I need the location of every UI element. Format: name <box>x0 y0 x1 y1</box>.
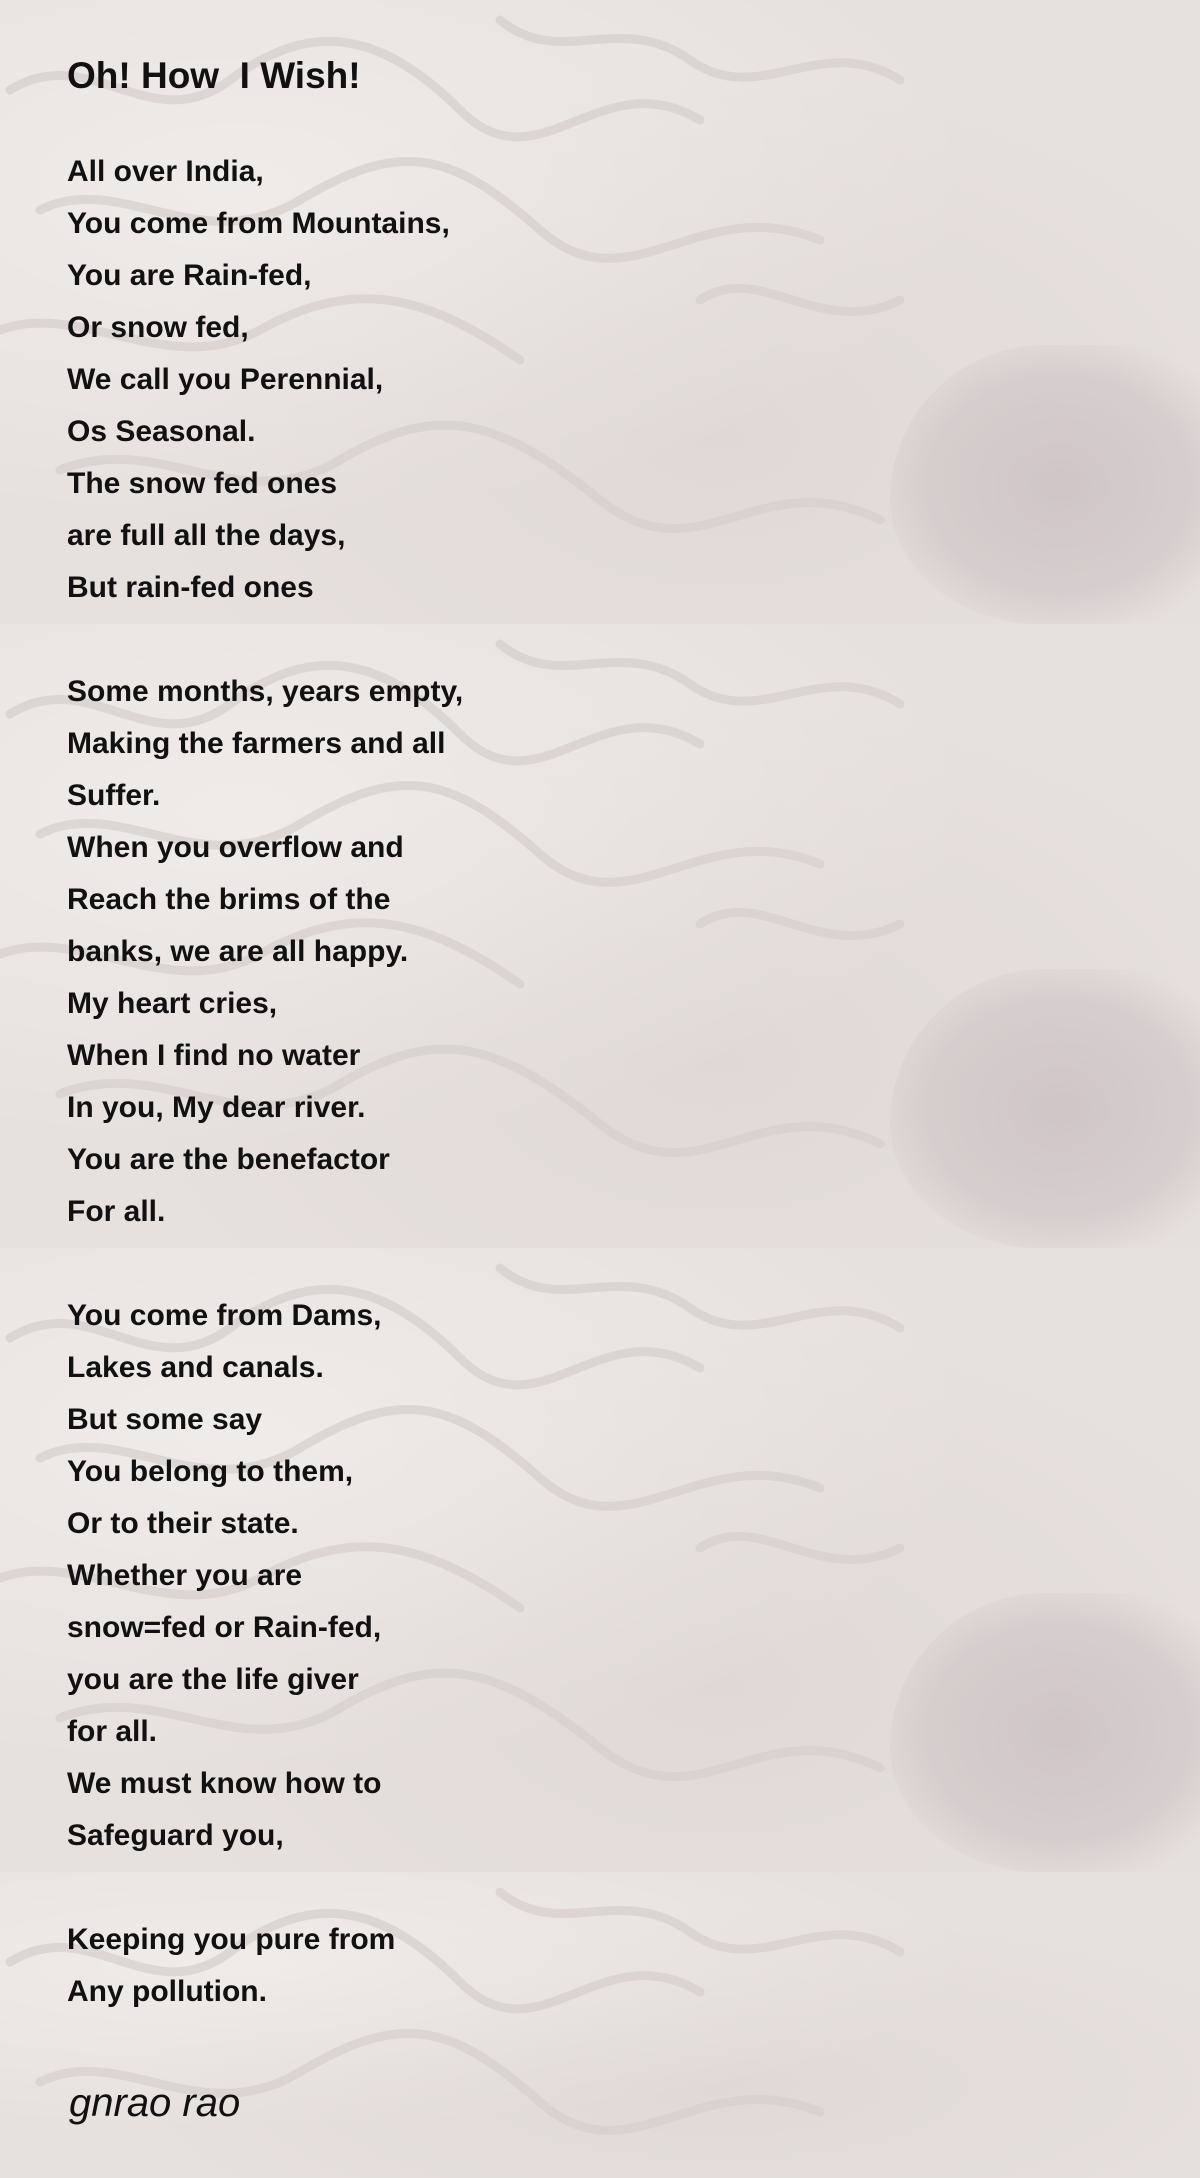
poem-line: Or snow fed, <box>67 311 249 344</box>
poem-line: But some say <box>67 1403 263 1436</box>
stanza <box>67 1290 967 1862</box>
stanza <box>67 1914 967 2018</box>
poem-line: Os Seasonal. <box>67 415 256 448</box>
poem-author: gnrao rao <box>69 2081 241 2125</box>
poem-line: You come from Dams, <box>67 1299 382 1332</box>
poem-line: We must know how to <box>67 1767 382 1800</box>
poem <box>67 42 967 2018</box>
poem-line: banks, we are all happy. <box>67 935 409 968</box>
poem-line: The snow fed ones <box>67 467 338 500</box>
poem-line: For all. <box>67 1195 166 1228</box>
poem-line: Some months, years empty, <box>67 675 464 708</box>
poem-line: Safeguard you, <box>67 1819 284 1852</box>
poem-line: Suffer. <box>67 779 161 812</box>
poem-line: When you overflow and <box>67 831 404 864</box>
poem-line: Making the farmers and all <box>67 727 446 760</box>
poem-line: You come from Mountains, <box>67 207 450 240</box>
poem-line: In you, My dear river. <box>67 1091 366 1124</box>
poem-line: Or to their state. <box>67 1507 299 1540</box>
poem-line: Keeping you pure from <box>67 1923 396 1956</box>
poem-line: You belong to them, <box>67 1455 354 1488</box>
poem-line: When I find no water <box>67 1039 361 1072</box>
stanza <box>67 146 967 614</box>
poem-line: We call you Perennial, <box>67 363 384 396</box>
poem-line: Any pollution. <box>67 1975 267 2008</box>
poem-line: snow=fed or Rain-fed, <box>67 1611 382 1644</box>
poem-line: You are the benefactor <box>67 1143 390 1176</box>
poem-line: Reach the brims of the <box>67 883 391 916</box>
poem-line: you are the life giver <box>67 1663 359 1696</box>
poem-line: are full all the days, <box>67 519 346 552</box>
stanza <box>67 666 967 1238</box>
poem-line: My heart cries, <box>67 987 278 1020</box>
poem-line: But rain-fed ones <box>67 571 314 604</box>
poem-line: Whether you are <box>67 1559 303 1592</box>
poem-line: All over India, <box>67 155 264 188</box>
poem-title: Oh! How I Wish! <box>67 55 361 96</box>
poem-line: for all. <box>67 1715 158 1748</box>
poem-line: Lakes and canals. <box>67 1351 324 1384</box>
poem-line: You are Rain-fed, <box>67 259 312 292</box>
